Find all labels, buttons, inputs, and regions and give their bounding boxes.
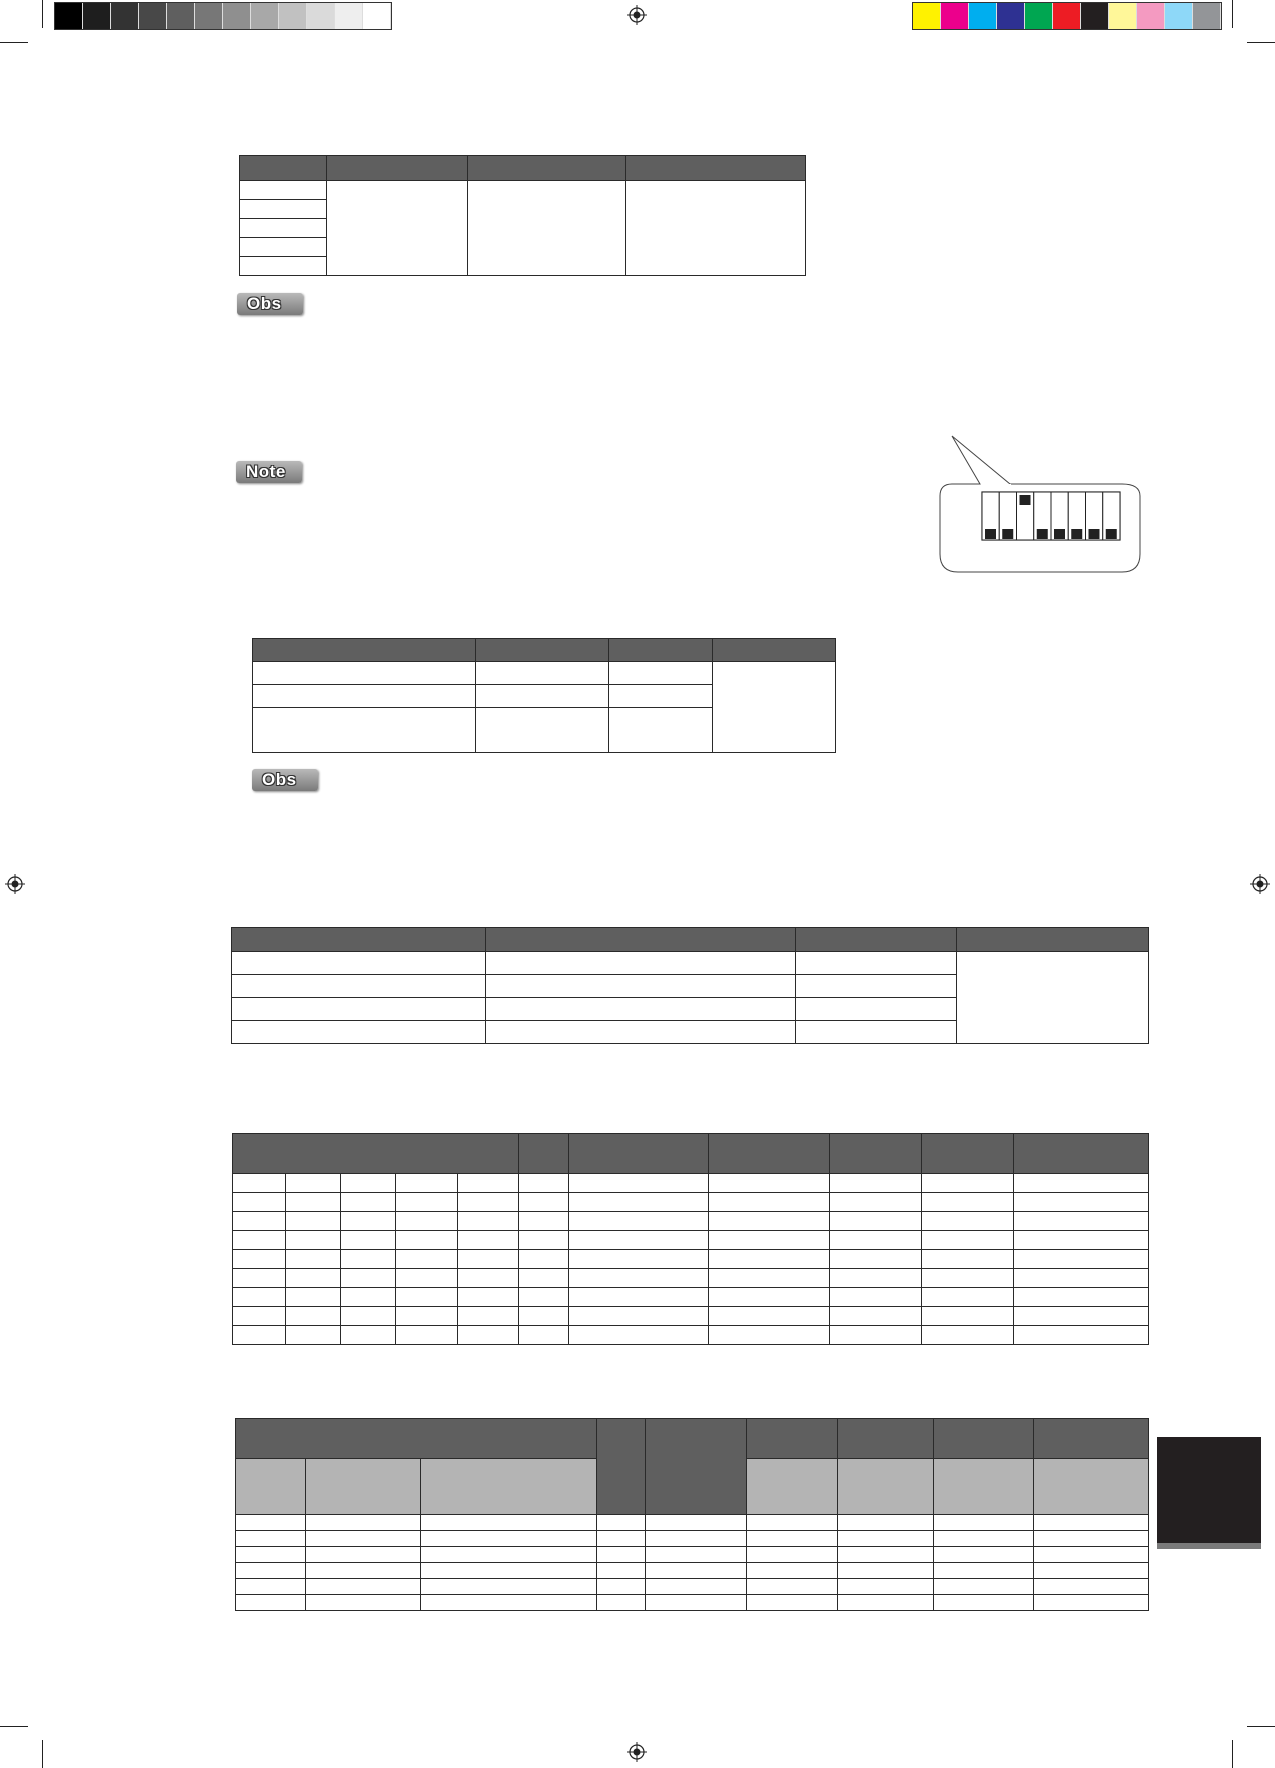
- table-cell: [713, 662, 836, 753]
- table-cell: [597, 1595, 646, 1611]
- table-cell: [286, 1288, 341, 1307]
- table-cell: [597, 1531, 646, 1547]
- color-swatch: [251, 3, 279, 29]
- table-cell: [830, 1174, 922, 1193]
- table-cell: [830, 1231, 922, 1250]
- table-cell: [1014, 1269, 1149, 1288]
- table-subheader-cell: [1034, 1459, 1149, 1515]
- table-cell: [1034, 1531, 1149, 1547]
- table-cell: [609, 662, 713, 685]
- table-cell: [934, 1547, 1034, 1563]
- table-header-cell: [934, 1419, 1034, 1459]
- table-cell: [838, 1579, 934, 1595]
- table-cell: [341, 1326, 396, 1345]
- table-cell: [236, 1515, 306, 1531]
- table-cell: [747, 1579, 838, 1595]
- table-cell: [458, 1231, 519, 1250]
- table-cell: [646, 1595, 747, 1611]
- table-cell: [830, 1269, 922, 1288]
- color-swatch: [1081, 3, 1109, 29]
- table-cell: [957, 952, 1149, 1044]
- table-row: [233, 1269, 1149, 1288]
- table-row: [233, 1307, 1149, 1326]
- table-3: [231, 927, 1149, 1044]
- chapter-side-tab: [1157, 1437, 1261, 1549]
- table-cell: [1014, 1326, 1149, 1345]
- table-cell: [306, 1579, 421, 1595]
- table-cell: [747, 1531, 838, 1547]
- table-row: [236, 1595, 1149, 1611]
- table-cell: [476, 708, 609, 753]
- table-cell: [286, 1212, 341, 1231]
- table-cell: [519, 1212, 569, 1231]
- table-header-cell: [609, 639, 713, 662]
- crop-mark: [42, 1740, 43, 1768]
- table-cell: [486, 998, 796, 1021]
- table-cell: [233, 1326, 286, 1345]
- table-row: [233, 1231, 1149, 1250]
- table-cell: [597, 1563, 646, 1579]
- table-header-cell: [240, 156, 327, 181]
- registration-mark-icon: [627, 5, 647, 25]
- table-cell: [458, 1212, 519, 1231]
- table-cell: [476, 662, 609, 685]
- table-cell: [569, 1231, 709, 1250]
- table-cell: [341, 1174, 396, 1193]
- table-cell: [233, 1307, 286, 1326]
- table-row: [236, 1547, 1149, 1563]
- table-cell: [458, 1326, 519, 1345]
- table-header-cell: [236, 1419, 597, 1459]
- table-cell: [709, 1269, 830, 1288]
- color-swatch: [1137, 3, 1165, 29]
- obs-badge: Obs: [252, 769, 318, 791]
- table-cell: [341, 1269, 396, 1288]
- table-header-cell: [569, 1134, 709, 1174]
- table-cell: [486, 975, 796, 998]
- table-cell: [327, 181, 468, 276]
- color-swatch: [941, 3, 969, 29]
- table-cell: [569, 1307, 709, 1326]
- table-cell: [421, 1547, 597, 1563]
- table-cell: [1034, 1515, 1149, 1531]
- table-cell: [569, 1193, 709, 1212]
- table-subheader-cell: [934, 1459, 1034, 1515]
- table-cell: [838, 1547, 934, 1563]
- table-subheader-cell: [306, 1459, 421, 1515]
- table-cell: [569, 1269, 709, 1288]
- color-swatch: [1109, 3, 1137, 29]
- table-row: [236, 1563, 1149, 1579]
- obs-badge: Obs: [237, 293, 303, 315]
- table-cell: [233, 1212, 286, 1231]
- color-swatch: [1165, 3, 1193, 29]
- color-bar: [912, 2, 1222, 30]
- table-header-cell: [626, 156, 806, 181]
- table-cell: [646, 1563, 747, 1579]
- table-cell: [1034, 1595, 1149, 1611]
- table-cell: [286, 1307, 341, 1326]
- table-cell: [1034, 1563, 1149, 1579]
- table-cell: [396, 1212, 458, 1231]
- table-cell: [1014, 1174, 1149, 1193]
- table-row: [233, 1174, 1149, 1193]
- table-cell: [796, 975, 957, 998]
- table-cell: [747, 1547, 838, 1563]
- table-2: [252, 638, 836, 753]
- table-4: [232, 1133, 1149, 1345]
- table-cell: [421, 1531, 597, 1547]
- table-cell: [421, 1563, 597, 1579]
- table-header-cell: [327, 156, 468, 181]
- table-cell: [253, 662, 476, 685]
- table-cell: [233, 1231, 286, 1250]
- table-cell: [934, 1595, 1034, 1611]
- table-cell: [286, 1250, 341, 1269]
- gray-scale-bar: [54, 2, 392, 30]
- table-cell: [232, 998, 486, 1021]
- table-cell: [796, 1021, 957, 1044]
- table-cell: [1014, 1288, 1149, 1307]
- table-cell: [519, 1307, 569, 1326]
- color-swatch: [1193, 3, 1221, 29]
- registration-mark-icon: [5, 874, 25, 894]
- color-swatch: [997, 3, 1025, 29]
- table-5: [235, 1418, 1149, 1611]
- table-cell: [458, 1193, 519, 1212]
- table-cell: [646, 1547, 747, 1563]
- table-subheader-cell: [838, 1459, 934, 1515]
- dip-switch-knob: [1002, 529, 1013, 539]
- table-cell: [519, 1174, 569, 1193]
- table-cell: [232, 975, 486, 998]
- table-cell: [396, 1326, 458, 1345]
- table-cell: [838, 1595, 934, 1611]
- table-cell: [396, 1288, 458, 1307]
- table-cell: [626, 181, 806, 276]
- crop-mark: [0, 1726, 28, 1727]
- table-cell: [709, 1193, 830, 1212]
- dip-switch-knob: [1106, 529, 1117, 539]
- registration-mark-icon: [1250, 874, 1270, 894]
- table-cell: [1014, 1307, 1149, 1326]
- registration-mark-icon: [627, 1742, 647, 1762]
- table-row: [233, 1326, 1149, 1345]
- table-row: [236, 1579, 1149, 1595]
- table-cell: [341, 1231, 396, 1250]
- table-cell: [747, 1563, 838, 1579]
- table-header-cell: [830, 1134, 922, 1174]
- table-row: [233, 1212, 1149, 1231]
- table-cell: [458, 1174, 519, 1193]
- dip-switch-knob: [1054, 529, 1065, 539]
- table-subheader-cell: [236, 1459, 306, 1515]
- table-cell: [838, 1515, 934, 1531]
- table-cell: [830, 1326, 922, 1345]
- table-cell: [1014, 1193, 1149, 1212]
- table-cell: [458, 1269, 519, 1288]
- color-swatch: [1053, 3, 1081, 29]
- table-cell: [458, 1307, 519, 1326]
- table-header-cell: [1014, 1134, 1149, 1174]
- table-cell: [236, 1563, 306, 1579]
- table-row: [233, 1250, 1149, 1269]
- table-cell: [396, 1231, 458, 1250]
- table-cell: [232, 952, 486, 975]
- color-swatch: [335, 3, 363, 29]
- table-cell: [747, 1515, 838, 1531]
- table-header-cell: [713, 639, 836, 662]
- table-cell: [253, 708, 476, 753]
- table-cell: [569, 1288, 709, 1307]
- table-cell: [934, 1531, 1034, 1547]
- table-cell: [236, 1579, 306, 1595]
- table-cell: [306, 1547, 421, 1563]
- table-cell: [421, 1595, 597, 1611]
- table-cell: [396, 1174, 458, 1193]
- table-cell: [236, 1547, 306, 1563]
- table-header-cell: [838, 1419, 934, 1459]
- dip-switch-knob: [1020, 495, 1031, 505]
- table-header-cell: [486, 928, 796, 952]
- crop-mark: [1247, 42, 1275, 43]
- table-cell: [341, 1212, 396, 1231]
- table-cell: [396, 1307, 458, 1326]
- table-subheader-cell: [747, 1459, 838, 1515]
- table-cell: [458, 1288, 519, 1307]
- table-row: [236, 1515, 1149, 1531]
- table-cell: [233, 1288, 286, 1307]
- table-cell: [569, 1212, 709, 1231]
- table-cell: [934, 1563, 1034, 1579]
- crop-mark: [1232, 1740, 1233, 1768]
- table-cell: [486, 952, 796, 975]
- table-cell: [240, 257, 327, 276]
- table-cell: [240, 181, 327, 200]
- table-header-cell: [476, 639, 609, 662]
- table-cell: [1014, 1231, 1149, 1250]
- table-cell: [934, 1579, 1034, 1595]
- table-cell: [609, 708, 713, 753]
- table-cell: [1034, 1579, 1149, 1595]
- table-cell: [421, 1515, 597, 1531]
- table-cell: [597, 1547, 646, 1563]
- table-header-cell: [233, 1134, 519, 1174]
- table-cell: [922, 1269, 1014, 1288]
- table-header-cell: [468, 156, 626, 181]
- table-cell: [709, 1212, 830, 1231]
- table-cell: [609, 685, 713, 708]
- table-cell: [306, 1595, 421, 1611]
- table-cell: [830, 1307, 922, 1326]
- crop-mark: [1232, 0, 1233, 28]
- table-subheader-cell: [421, 1459, 597, 1515]
- table-cell: [922, 1326, 1014, 1345]
- color-swatch: [139, 3, 167, 29]
- table-cell: [253, 685, 476, 708]
- table-cell: [796, 952, 957, 975]
- table-cell: [519, 1269, 569, 1288]
- table-cell: [519, 1231, 569, 1250]
- table-cell: [396, 1250, 458, 1269]
- table-header-cell: [519, 1134, 569, 1174]
- table-cell: [233, 1193, 286, 1212]
- table-header-cell: [796, 928, 957, 952]
- table-row: [233, 1193, 1149, 1212]
- crop-mark: [1247, 1726, 1275, 1727]
- table-cell: [922, 1193, 1014, 1212]
- table-cell: [922, 1288, 1014, 1307]
- table-cell: [922, 1250, 1014, 1269]
- table-cell: [934, 1515, 1034, 1531]
- table-cell: [519, 1250, 569, 1269]
- crop-mark: [42, 0, 43, 28]
- crop-mark: [0, 42, 28, 43]
- table-cell: [306, 1563, 421, 1579]
- dip-switch-knob: [1037, 529, 1048, 539]
- table-cell: [519, 1288, 569, 1307]
- color-swatch: [167, 3, 195, 29]
- dip-switch-knob: [985, 529, 996, 539]
- table-cell: [709, 1231, 830, 1250]
- color-swatch: [1025, 3, 1053, 29]
- table-cell: [1014, 1212, 1149, 1231]
- table-cell: [838, 1563, 934, 1579]
- table-cell: [830, 1288, 922, 1307]
- table-cell: [486, 1021, 796, 1044]
- note-badge: Note: [236, 461, 302, 483]
- table-cell: [838, 1531, 934, 1547]
- table-header-cell: [646, 1419, 747, 1515]
- table-cell: [830, 1250, 922, 1269]
- table-cell: [236, 1531, 306, 1547]
- table-cell: [597, 1579, 646, 1595]
- table-cell: [709, 1326, 830, 1345]
- table-cell: [709, 1174, 830, 1193]
- table-cell: [709, 1307, 830, 1326]
- table-cell: [233, 1250, 286, 1269]
- table-cell: [569, 1174, 709, 1193]
- table-header-cell: [1034, 1419, 1149, 1459]
- table-cell: [306, 1531, 421, 1547]
- table-1: [239, 155, 806, 276]
- table-cell: [646, 1531, 747, 1547]
- table-cell: [922, 1307, 1014, 1326]
- table-row: [233, 1288, 1149, 1307]
- table-cell: [341, 1307, 396, 1326]
- table-cell: [286, 1174, 341, 1193]
- table-cell: [709, 1288, 830, 1307]
- table-cell: [597, 1515, 646, 1531]
- table-cell: [341, 1193, 396, 1212]
- table-cell: [1034, 1547, 1149, 1563]
- dip-switch-callout: [930, 430, 1142, 576]
- table-cell: [569, 1326, 709, 1345]
- table-cell: [286, 1231, 341, 1250]
- table-cell: [709, 1250, 830, 1269]
- table-cell: [569, 1250, 709, 1269]
- table-cell: [233, 1269, 286, 1288]
- table-cell: [396, 1193, 458, 1212]
- table-header-cell: [232, 928, 486, 952]
- table-header-cell: [597, 1419, 646, 1515]
- table-cell: [232, 1021, 486, 1044]
- table-cell: [922, 1212, 1014, 1231]
- table-cell: [830, 1212, 922, 1231]
- table-cell: [233, 1174, 286, 1193]
- color-swatch: [195, 3, 223, 29]
- color-swatch: [913, 3, 941, 29]
- table-cell: [240, 200, 327, 219]
- color-swatch: [363, 3, 391, 29]
- table-row: [236, 1531, 1149, 1547]
- color-swatch: [83, 3, 111, 29]
- table-header-cell: [709, 1134, 830, 1174]
- table-cell: [830, 1193, 922, 1212]
- color-swatch: [969, 3, 997, 29]
- table-cell: [796, 998, 957, 1021]
- table-cell: [236, 1595, 306, 1611]
- table-cell: [421, 1579, 597, 1595]
- color-swatch: [55, 3, 83, 29]
- table-cell: [396, 1269, 458, 1288]
- table-cell: [341, 1288, 396, 1307]
- color-swatch: [307, 3, 335, 29]
- table-header-cell: [957, 928, 1149, 952]
- table-cell: [519, 1326, 569, 1345]
- color-swatch: [223, 3, 251, 29]
- table-header-cell: [922, 1134, 1014, 1174]
- table-cell: [747, 1595, 838, 1611]
- dip-switch-knob: [1089, 529, 1100, 539]
- table-cell: [922, 1231, 1014, 1250]
- table-cell: [341, 1250, 396, 1269]
- table-cell: [922, 1174, 1014, 1193]
- table-cell: [646, 1579, 747, 1595]
- table-cell: [286, 1269, 341, 1288]
- table-cell: [286, 1326, 341, 1345]
- dip-switch-knob: [1071, 529, 1082, 539]
- color-swatch: [111, 3, 139, 29]
- color-swatch: [279, 3, 307, 29]
- table-cell: [306, 1515, 421, 1531]
- table-cell: [646, 1515, 747, 1531]
- table-cell: [458, 1250, 519, 1269]
- table-cell: [286, 1193, 341, 1212]
- table-cell: [240, 219, 327, 238]
- table-header-cell: [253, 639, 476, 662]
- table-cell: [468, 181, 626, 276]
- table-cell: [476, 685, 609, 708]
- table-header-cell: [747, 1419, 838, 1459]
- table-cell: [519, 1193, 569, 1212]
- table-cell: [1014, 1250, 1149, 1269]
- table-cell: [240, 238, 327, 257]
